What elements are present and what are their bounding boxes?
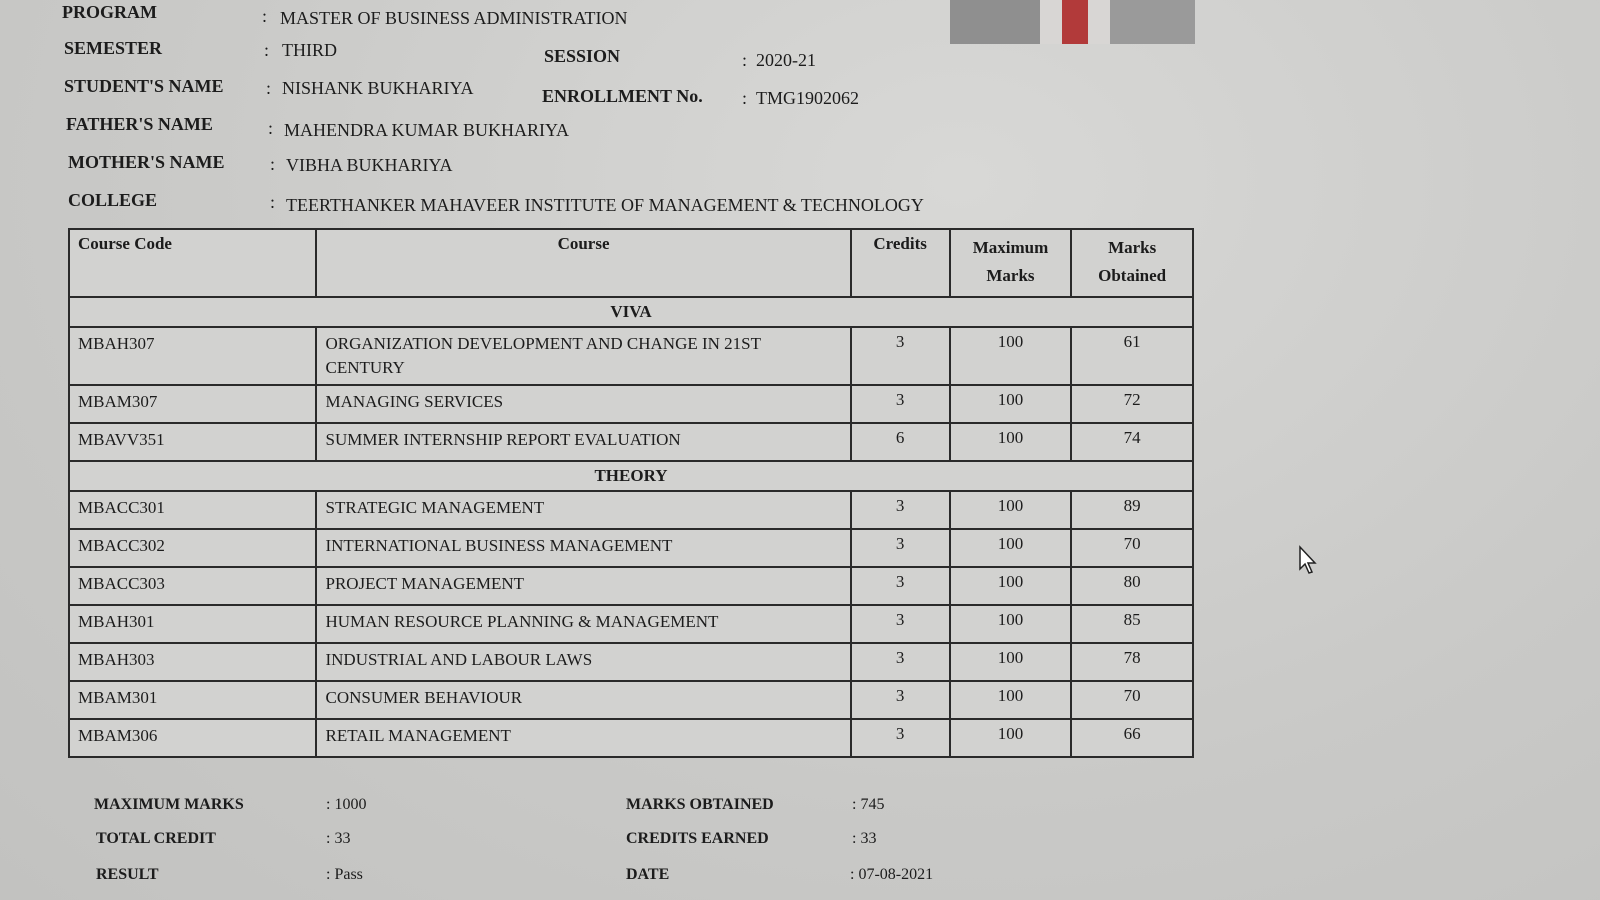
course-code-cell: MBAH303: [69, 643, 316, 681]
course-name-cell: CONSUMER BEHAVIOUR: [316, 681, 850, 719]
course-code-cell: MBAH301: [69, 605, 316, 643]
marks-obtained-cell: 80: [1071, 567, 1193, 605]
table-row: [69, 327, 1193, 385]
credits-cell: 3: [851, 681, 950, 719]
marks-obtained-cell: 78: [1071, 643, 1193, 681]
credits-cell: 3: [851, 327, 950, 385]
course-code-cell: MBAM307: [69, 385, 316, 423]
max-marks-summary-label: MAXIMUM MARKS: [94, 796, 244, 813]
table-row: [69, 719, 1193, 757]
marks-obtained-header: [1071, 229, 1193, 297]
max-marks-summary-value: : 1000: [326, 796, 367, 813]
table-row: [69, 567, 1193, 605]
max-marks-cell: 100: [950, 327, 1072, 385]
marks-obtained-cell: 89: [1071, 491, 1193, 529]
marks-obtained-cell: 85: [1071, 605, 1193, 643]
mother-name-value: VIBHA BUKHARIYA: [286, 155, 453, 175]
session-value: 2020-21: [756, 50, 816, 70]
marks-obtained-cell: 74: [1071, 423, 1193, 461]
course-name-cell: MANAGING SERVICES: [316, 385, 850, 423]
max-marks-cell: 100: [950, 423, 1072, 461]
course-code-cell: MBACC301: [69, 491, 316, 529]
credits-cell: 3: [851, 605, 950, 643]
semester-colon: :: [264, 40, 270, 60]
marks-obtained-cell: 70: [1071, 681, 1193, 719]
session-colon: :: [742, 50, 748, 70]
marks-obtained-header-line1: Marks: [1108, 238, 1157, 257]
credits-cell: 6: [851, 423, 950, 461]
table-row: [69, 681, 1193, 719]
table-row: [69, 529, 1193, 567]
max-marks-cell: 100: [950, 491, 1072, 529]
photo-tie: [1062, 0, 1088, 44]
mother-name-colon: :: [270, 154, 276, 174]
semester-value: THIRD: [282, 40, 337, 60]
semester-label: SEMESTER: [64, 38, 163, 58]
father-name-value: MAHENDRA KUMAR BUKHARIYA: [284, 120, 570, 140]
photo-shoulder: [950, 0, 1040, 44]
father-name-colon: :: [268, 118, 274, 138]
total-credit-value: : 33: [326, 830, 351, 847]
credits-cell: 3: [851, 719, 950, 757]
credits-header: Credits: [851, 229, 950, 297]
section-row-viva: [69, 297, 1193, 327]
max-marks-cell: 100: [950, 719, 1072, 757]
mouse-pointer-icon: [1298, 545, 1318, 575]
maximum-marks-header-line2: Marks: [986, 266, 1035, 285]
table-row: [69, 643, 1193, 681]
mother-name-label: MOTHER'S NAME: [68, 152, 225, 172]
course-name-cell: INTERNATIONAL BUSINESS MANAGEMENT: [316, 529, 850, 567]
max-marks-cell: 100: [950, 567, 1072, 605]
marks-obtained-header-line2: Obtained: [1098, 266, 1167, 285]
total-credit-label: TOTAL CREDIT: [96, 830, 216, 847]
marks-obtained-cell: 72: [1071, 385, 1193, 423]
marks-obtained-summary-value: : 745: [852, 796, 885, 813]
credits-cell: 3: [851, 643, 950, 681]
course-name-cell: PROJECT MANAGEMENT: [316, 567, 850, 605]
max-marks-cell: 100: [950, 385, 1072, 423]
student-name-label: STUDENT'S NAME: [64, 76, 224, 96]
program-value: MASTER OF BUSINESS ADMINISTRATION: [280, 8, 628, 28]
section-row-theory: [69, 461, 1193, 491]
student-name-value: NISHANK BUKHARIYA: [282, 78, 474, 98]
college-label: COLLEGE: [68, 190, 158, 210]
max-marks-cell: 100: [950, 529, 1072, 567]
marks-obtained-summary-label: MARKS OBTAINED: [626, 796, 774, 813]
enrollment-label: ENROLLMENT No.: [542, 86, 703, 106]
course-code-cell: MBACC302: [69, 529, 316, 567]
credits-cell: 3: [851, 567, 950, 605]
marks-obtained-cell: 66: [1071, 719, 1193, 757]
course-name-cell: SUMMER INTERNSHIP REPORT EVALUATION: [316, 423, 850, 461]
course-code-cell: MBACC303: [69, 567, 316, 605]
marks-obtained-cell: 61: [1071, 327, 1193, 385]
college-value: TEERTHANKER MAHAVEER INSTITUTE OF MANAGEMENT & TECHNOLOGY: [286, 195, 924, 215]
credits-earned-label: CREDITS EARNED: [626, 830, 769, 847]
program-colon: :: [262, 6, 268, 26]
course-code-cell: MBAM301: [69, 681, 316, 719]
course-code-header: Course Code: [69, 229, 316, 297]
course-name-cell: ORGANIZATION DEVELOPMENT AND CHANGE IN 21ST CENTURY: [316, 327, 850, 385]
max-marks-cell: 100: [950, 681, 1072, 719]
enrollment-value: TMG1902062: [756, 88, 859, 108]
credits-cell: 3: [851, 385, 950, 423]
table-row: [69, 423, 1193, 461]
course-code-cell: MBAH307: [69, 327, 316, 385]
result-label: RESULT: [96, 866, 159, 883]
student-photo: [950, 0, 1195, 44]
session-label: SESSION: [544, 46, 621, 66]
course-header: Course: [316, 229, 850, 297]
marks-table: [68, 228, 1194, 758]
maximum-marks-header: [950, 229, 1072, 297]
date-value: : 07-08-2021: [850, 866, 934, 883]
course-name-cell: HUMAN RESOURCE PLANNING & MANAGEMENT: [316, 605, 850, 643]
father-name-label: FATHER'S NAME: [66, 114, 213, 134]
course-name-cell: RETAIL MANAGEMENT: [316, 719, 850, 757]
course-code-cell: MBAM306: [69, 719, 316, 757]
section-theory: THEORY: [69, 461, 1193, 491]
course-name-cell: INDUSTRIAL AND LABOUR LAWS: [316, 643, 850, 681]
date-label: DATE: [626, 866, 670, 883]
section-viva: VIVA: [69, 297, 1193, 327]
max-marks-cell: 100: [950, 643, 1072, 681]
course-name-cell: STRATEGIC MANAGEMENT: [316, 491, 850, 529]
course-code-cell: MBAVV351: [69, 423, 316, 461]
credits-cell: 3: [851, 491, 950, 529]
marks-obtained-cell: 70: [1071, 529, 1193, 567]
result-value: : Pass: [326, 866, 363, 883]
table-header-row: [69, 229, 1193, 297]
maximum-marks-header-line1: Maximum: [972, 238, 1049, 257]
table-row: [69, 385, 1193, 423]
college-colon: :: [270, 192, 276, 212]
program-label: PROGRAM: [62, 2, 157, 22]
credits-earned-value: : 33: [852, 830, 877, 847]
table-row: [69, 491, 1193, 529]
enrollment-colon: :: [742, 88, 748, 108]
max-marks-cell: 100: [950, 605, 1072, 643]
table-row: [69, 605, 1193, 643]
student-name-colon: :: [266, 78, 272, 98]
credits-cell: 3: [851, 529, 950, 567]
